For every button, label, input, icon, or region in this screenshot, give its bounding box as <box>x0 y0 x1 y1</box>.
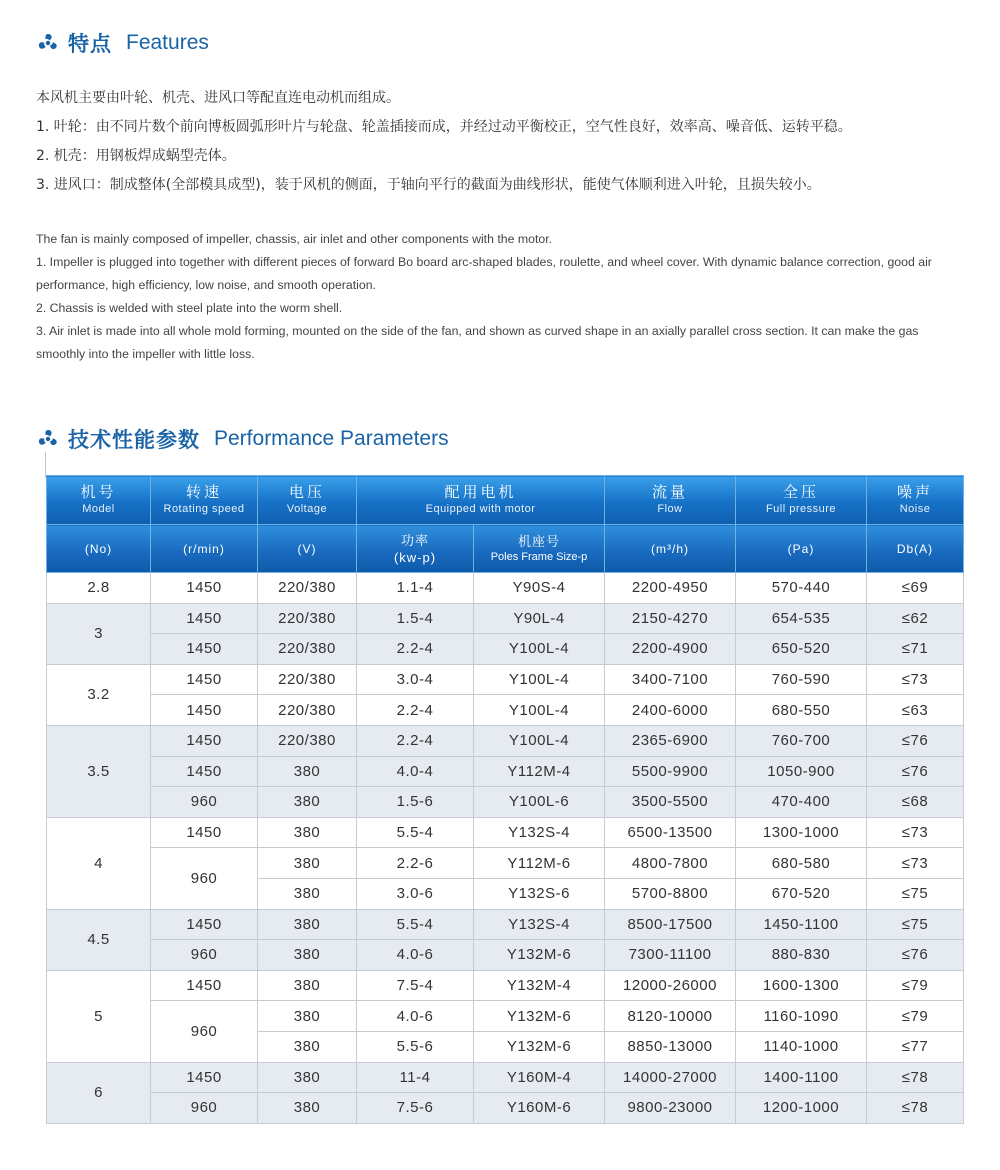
cell-pressure: 1300-1000 <box>736 817 867 848</box>
cell-noise: ≤71 <box>867 634 964 665</box>
unit-model: (No) <box>47 525 151 573</box>
cell-voltage: 380 <box>258 787 357 818</box>
table-row <box>47 1001 964 1032</box>
cell-flow: 2200-4900 <box>605 634 736 665</box>
performance-heading <box>36 424 449 454</box>
cell-speed: 960 <box>151 940 258 971</box>
cell-speed: 1450 <box>151 1062 258 1093</box>
cell-noise: ≤79 <box>867 970 964 1001</box>
cell-speed: 960 <box>151 848 258 909</box>
unit-speed: (r/min) <box>151 525 258 573</box>
cell-pressure: 1600-1300 <box>736 970 867 1001</box>
cell-model: 4.5 <box>47 909 151 970</box>
cell-flow: 6500-13500 <box>605 817 736 848</box>
cell-frame: Y100L-4 <box>474 725 605 756</box>
cell-power: 5.5-6 <box>357 1031 474 1062</box>
cell-flow: 5700-8800 <box>605 878 736 909</box>
header-pressure: 全压 Full pressure <box>736 476 867 525</box>
cell-flow: 3500-5500 <box>605 787 736 818</box>
cell-noise: ≤79 <box>867 1001 964 1032</box>
table-row <box>47 695 964 726</box>
cell-pressure: 654-535 <box>736 603 867 634</box>
cell-frame: Y160M-4 <box>474 1062 605 1093</box>
fan-logo-icon <box>36 427 60 451</box>
cell-pressure: 760-700 <box>736 725 867 756</box>
cell-pressure: 1140-1000 <box>736 1031 867 1062</box>
table-row <box>47 787 964 818</box>
header-model: 机号 Model <box>47 476 151 525</box>
cell-voltage: 220/380 <box>258 573 357 604</box>
table-row <box>47 909 964 940</box>
cell-noise: ≤75 <box>867 878 964 909</box>
table-row <box>47 1093 964 1124</box>
cell-noise: ≤73 <box>867 817 964 848</box>
cn-line: 2. 机壳：用钢板焊成蜗型壳体。 <box>36 148 236 164</box>
cell-model: 2.8 <box>47 573 151 604</box>
cell-noise: ≤69 <box>867 573 964 604</box>
table-row <box>47 970 964 1001</box>
cell-voltage: 220/380 <box>258 695 357 726</box>
cell-power: 3.0-4 <box>357 664 474 695</box>
cell-frame: Y100L-4 <box>474 695 605 726</box>
cell-power: 11-4 <box>357 1062 474 1093</box>
en-line: 3. Air inlet is made into all whole mold forming, mounted on the side of the fan, and shown as curved shape in an axially parallel cross section. It can make the gas smoothly into the impeller with little loss. <box>36 324 919 361</box>
table-row <box>47 940 964 971</box>
cell-noise: ≤78 <box>867 1093 964 1124</box>
table-row <box>47 1062 964 1093</box>
cell-voltage: 380 <box>258 817 357 848</box>
header-motor: 配用电机 Equipped with motor <box>357 476 605 525</box>
cell-power: 4.0-4 <box>357 756 474 787</box>
cell-frame: Y132S-6 <box>474 878 605 909</box>
cell-voltage: 380 <box>258 756 357 787</box>
cell-pressure: 470-400 <box>736 787 867 818</box>
cell-power: 4.0-6 <box>357 940 474 971</box>
cell-frame: Y90S-4 <box>474 573 605 604</box>
cell-speed: 1450 <box>151 603 258 634</box>
cell-power: 1.1-4 <box>357 573 474 604</box>
cell-frame: Y132S-4 <box>474 909 605 940</box>
cell-power: 7.5-6 <box>357 1093 474 1124</box>
cell-noise: ≤77 <box>867 1031 964 1062</box>
cell-noise: ≤63 <box>867 695 964 726</box>
en-line: 2. Chassis is welded with steel plate into the worm shell. <box>36 301 343 315</box>
cell-speed: 1450 <box>151 634 258 665</box>
cell-speed: 1450 <box>151 817 258 848</box>
cell-voltage: 220/380 <box>258 603 357 634</box>
cell-power: 2.2-4 <box>357 695 474 726</box>
cell-pressure: 880-830 <box>736 940 867 971</box>
cell-speed: 1450 <box>151 909 258 940</box>
cell-pressure: 1450-1100 <box>736 909 867 940</box>
cn-line: 3. 进风口：制成整体(全部模具成型)，装于风机的侧面，于轴向平行的截面为曲线形状，能使气体顺利进入叶轮，且损失较小。 <box>36 177 821 193</box>
cell-pressure: 1050-900 <box>736 756 867 787</box>
cell-speed: 960 <box>151 1001 258 1062</box>
cell-power: 2.2-4 <box>357 634 474 665</box>
cell-model: 3.2 <box>47 664 151 725</box>
cell-pressure: 1400-1100 <box>736 1062 867 1093</box>
cell-noise: ≤75 <box>867 909 964 940</box>
header-flow: 流量 Flow <box>605 476 736 525</box>
unit-flow: (m³/h) <box>605 525 736 573</box>
fan-logo-icon <box>36 31 60 55</box>
performance-table <box>46 475 964 1124</box>
performance-title-cn: 技术性能参数 <box>68 428 200 452</box>
header-speed: 转速 Rotating speed <box>151 476 258 525</box>
cell-frame: Y132M-6 <box>474 940 605 971</box>
cell-speed: 1450 <box>151 725 258 756</box>
cell-model: 3 <box>47 603 151 664</box>
cell-model: 3.5 <box>47 725 151 817</box>
features-cn-text <box>36 84 976 200</box>
cell-flow: 12000-26000 <box>605 970 736 1001</box>
cell-voltage: 220/380 <box>258 664 357 695</box>
cell-speed: 960 <box>151 787 258 818</box>
unit-pressure: (Pa) <box>736 525 867 573</box>
cell-frame: Y132M-6 <box>474 1001 605 1032</box>
cell-flow: 8500-17500 <box>605 909 736 940</box>
performance-title-en: Performance Parameters <box>214 427 449 450</box>
cell-voltage: 380 <box>258 878 357 909</box>
cell-noise: ≤78 <box>867 1062 964 1093</box>
cell-pressure: 680-550 <box>736 695 867 726</box>
table-row <box>47 725 964 756</box>
cell-voltage: 380 <box>258 1093 357 1124</box>
table-row <box>47 664 964 695</box>
cell-flow: 2150-4270 <box>605 603 736 634</box>
cell-speed: 960 <box>151 1093 258 1124</box>
cell-power: 4.0-6 <box>357 1001 474 1032</box>
cell-pressure: 570-440 <box>736 573 867 604</box>
features-title-en: Features <box>126 31 209 54</box>
cell-noise: ≤68 <box>867 787 964 818</box>
cell-frame: Y112M-6 <box>474 848 605 879</box>
cell-speed: 1450 <box>151 573 258 604</box>
cell-flow: 14000-27000 <box>605 1062 736 1093</box>
cell-flow: 8120-10000 <box>605 1001 736 1032</box>
cell-flow: 2200-4950 <box>605 573 736 604</box>
cell-noise: ≤76 <box>867 725 964 756</box>
unit-noise: Db(A) <box>867 525 964 573</box>
cell-frame: Y100L-4 <box>474 634 605 665</box>
cn-line: 本风机主要由叶轮、机壳、进风口等配直连电动机而组成。 <box>36 90 400 106</box>
table-row <box>47 603 964 634</box>
cell-power: 3.0-6 <box>357 878 474 909</box>
table-row <box>47 634 964 665</box>
cell-voltage: 380 <box>258 848 357 879</box>
table-row <box>47 848 964 879</box>
cell-power: 7.5-4 <box>357 970 474 1001</box>
cell-model: 4 <box>47 817 151 909</box>
cell-power: 2.2-6 <box>357 848 474 879</box>
cell-speed: 1450 <box>151 756 258 787</box>
cell-flow: 7300-11100 <box>605 940 736 971</box>
cell-voltage: 380 <box>258 970 357 1001</box>
cell-pressure: 650-520 <box>736 634 867 665</box>
cell-noise: ≤62 <box>867 603 964 634</box>
cell-frame: Y160M-6 <box>474 1093 605 1124</box>
cell-frame: Y100L-6 <box>474 787 605 818</box>
en-line: The fan is mainly composed of impeller, chassis, air inlet and other components with the motor. <box>36 232 553 246</box>
cell-frame: Y132M-4 <box>474 970 605 1001</box>
cell-pressure: 670-520 <box>736 878 867 909</box>
cell-pressure: 760-590 <box>736 664 867 695</box>
cell-voltage: 380 <box>258 940 357 971</box>
cell-noise: ≤76 <box>867 940 964 971</box>
cell-power: 2.2-4 <box>357 725 474 756</box>
cell-voltage: 220/380 <box>258 634 357 665</box>
features-title-cn: 特点 <box>68 32 112 56</box>
cell-speed: 1450 <box>151 695 258 726</box>
features-heading <box>36 28 209 58</box>
cn-line: 1. 叶轮：由不同片数个前向博板圆弧形叶片与轮盘、轮盖插接而成，并经过动平衡校正，空气性良好，效率高、噪音低、运转平稳。 <box>36 119 852 135</box>
header-noise: 噪声 Noise <box>867 476 964 525</box>
cell-flow: 2400-6000 <box>605 695 736 726</box>
cell-voltage: 380 <box>258 1031 357 1062</box>
cell-pressure: 680-580 <box>736 848 867 879</box>
header-voltage: 电压 Voltage <box>258 476 357 525</box>
cell-power: 5.5-4 <box>357 817 474 848</box>
cell-power: 5.5-4 <box>357 909 474 940</box>
unit-voltage: (V) <box>258 525 357 573</box>
cell-power: 1.5-6 <box>357 787 474 818</box>
cell-flow: 3400-7100 <box>605 664 736 695</box>
cell-voltage: 380 <box>258 909 357 940</box>
cell-frame: Y90L-4 <box>474 603 605 634</box>
features-en-text <box>36 228 966 366</box>
cell-noise: ≤73 <box>867 664 964 695</box>
en-line: 1. Impeller is plugged into together with different pieces of forward Bo board arc-shaped blades, roulette, and wheel cover. With dynamic balance correction, good air performance, high efficiency, low noise, and smooth operation. <box>36 255 932 292</box>
cell-flow: 4800-7800 <box>605 848 736 879</box>
table-row <box>47 817 964 848</box>
cell-pressure: 1200-1000 <box>736 1093 867 1124</box>
cell-flow: 8850-13000 <box>605 1031 736 1062</box>
header-power: 功率 (kw-p) <box>357 525 474 573</box>
cell-model: 6 <box>47 1062 151 1123</box>
cell-frame: Y132M-6 <box>474 1031 605 1062</box>
cell-flow: 5500-9900 <box>605 756 736 787</box>
cell-frame: Y100L-4 <box>474 664 605 695</box>
cell-voltage: 380 <box>258 1001 357 1032</box>
cell-frame: Y132S-4 <box>474 817 605 848</box>
table-row <box>47 573 964 604</box>
cell-frame: Y112M-4 <box>474 756 605 787</box>
table-row <box>47 756 964 787</box>
header-frame: 机座号 Poles Frame Size-p <box>474 525 605 573</box>
cell-flow: 2365-6900 <box>605 725 736 756</box>
cell-noise: ≤73 <box>867 848 964 879</box>
cell-model: 5 <box>47 970 151 1062</box>
cell-speed: 1450 <box>151 970 258 1001</box>
cell-voltage: 220/380 <box>258 725 357 756</box>
cell-noise: ≤76 <box>867 756 964 787</box>
cell-voltage: 380 <box>258 1062 357 1093</box>
cell-speed: 1450 <box>151 664 258 695</box>
performance-table-body <box>47 573 964 1124</box>
cell-pressure: 1160-1090 <box>736 1001 867 1032</box>
cell-flow: 9800-23000 <box>605 1093 736 1124</box>
cell-power: 1.5-4 <box>357 603 474 634</box>
